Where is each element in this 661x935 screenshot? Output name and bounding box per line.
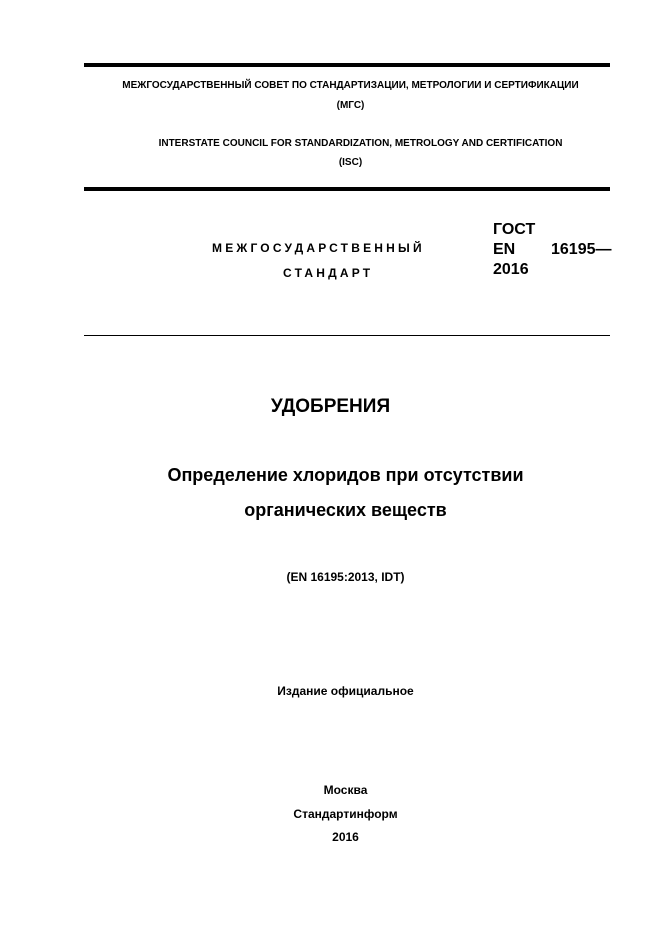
header-bottom-thick-rule [84,187,610,191]
identity-reference: (EN 16195:2013, IDT) [286,570,405,584]
designation-prefix: ГОСТ [493,221,536,238]
designation-thin-rule [84,335,610,336]
designation-number-line [493,240,612,260]
council-abbr-ru: (МГС) [336,100,365,111]
designation-en: EN [493,241,516,258]
standard-kind-line-1: МЕЖГОСУДАРСТВЕННЫЙ [212,241,425,255]
document-subtitle-line-1: Определение хлоридов при отсутствии [167,465,524,485]
publication-year: 2016 [332,830,359,844]
top-thick-rule [84,63,610,67]
publisher-city: Москва [323,783,368,797]
council-name-en: INTERSTATE COUNCIL FOR STANDARDIZATION, METROLOGY AND CERTIFICATION [158,138,563,149]
council-name-ru: МЕЖГОСУДАРСТВЕННЫЙ СОВЕТ ПО СТАНДАРТИЗАЦИИ, МЕТРОЛОГИИ И СЕРТИФИКАЦИИ [122,80,579,91]
document-subtitle-line-2: органических веществ [244,500,447,520]
publisher-name: Стандартинформ [293,807,398,821]
standard-kind-line-2: СТАНДАРТ [283,266,374,280]
document-title: УДОБРЕНИЯ [270,396,391,417]
edition-label: Издание официальное [277,684,414,698]
council-abbr-en: (ISC) [338,157,363,168]
designation-year: 2016 [493,261,529,278]
designation-number: 16195— [551,241,612,258]
